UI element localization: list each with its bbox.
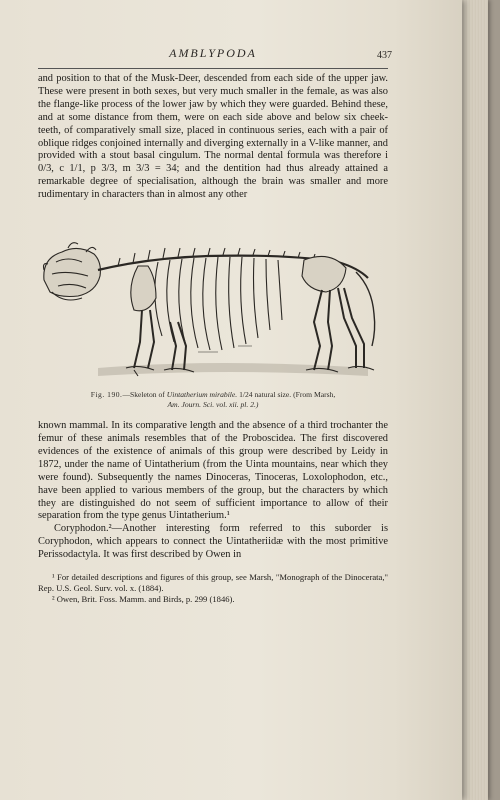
footnote-1: ¹ For detailed descriptions and figures of this group, see Marsh, "Monograph of the Dinocerata," Rep. U.S. Geol. Surv. vol. x. (1884). xyxy=(38,572,388,594)
page-edges xyxy=(462,0,488,800)
page-content xyxy=(38,46,392,605)
footnote-2: ² Owen, Brit. Foss. Mamm. and Birds, p. 299 (1846). xyxy=(52,594,235,605)
paragraph-uintatherium: known mammal. In its comparative length and the absence of a third trochanter the femur of these animals resembles that of the Proboscidea. The first discovered evidences of the existence of animals of this group were described by Leidy in 1872, under the name of Uintatherium (from the Uinta mountains, near which they were found). Subsequently the names Dinoceras, Tinoceras, Loxolophodon, etc., have been applied to various members of the group, but the characters by which they are distinguished do not seem of sufficient importance to allow of their separation from the type genus Uintatherium.¹ xyxy=(38,420,388,522)
caption-scale: 1/24 natural size. (From Marsh, xyxy=(237,390,336,400)
skeleton-figure xyxy=(38,218,388,384)
running-head xyxy=(38,46,392,66)
paragraph-dentition: and position to that of the Musk-Deer, descended from each side of the upper jaw. These were present in both sexes, but very much smaller in the female, as was also the flange-like process of the lower jaw by which they were guarded. Behind these, and at some distance from them, were on each side above and below six cheek-teeth, of comparatively small size, placed in continuous series, each with a pair of oblique ridges conjoined internally and diverging externally in a V-like manner, and provided with a stout basal cingulum. The normal dental formula was therefore i 0/3, c 1/1, p 3/3, m 3/3 = 34; and the dentition had thus already attained a remarkable degree of specialisation, although the brain was smaller and more rudimentary in characters than in almost any other xyxy=(38,73,388,201)
paragraph-coryphodon: Coryphodon.²—Another interesting form referred to this suborder is Coryphodon, which appears to connect the Uintatheriidæ with the most primitive Perissodactyla. It was first described by Owen in xyxy=(38,523,388,561)
figure-caption xyxy=(38,390,388,410)
header-rule xyxy=(38,68,388,69)
caption-source: Am. Journ. Sci. vol. xii. pl. 2.) xyxy=(167,400,259,410)
caption-species: Uintatherium mirabile. xyxy=(166,390,238,400)
uintatherium-skeleton-illustration xyxy=(38,218,388,384)
caption-text: —Skeleton of xyxy=(122,390,167,400)
page-number: 437 xyxy=(377,50,392,61)
running-title: AMBLYPODA xyxy=(169,46,257,60)
footnotes xyxy=(38,572,388,605)
figure-label: Fig. 190. xyxy=(90,390,123,400)
